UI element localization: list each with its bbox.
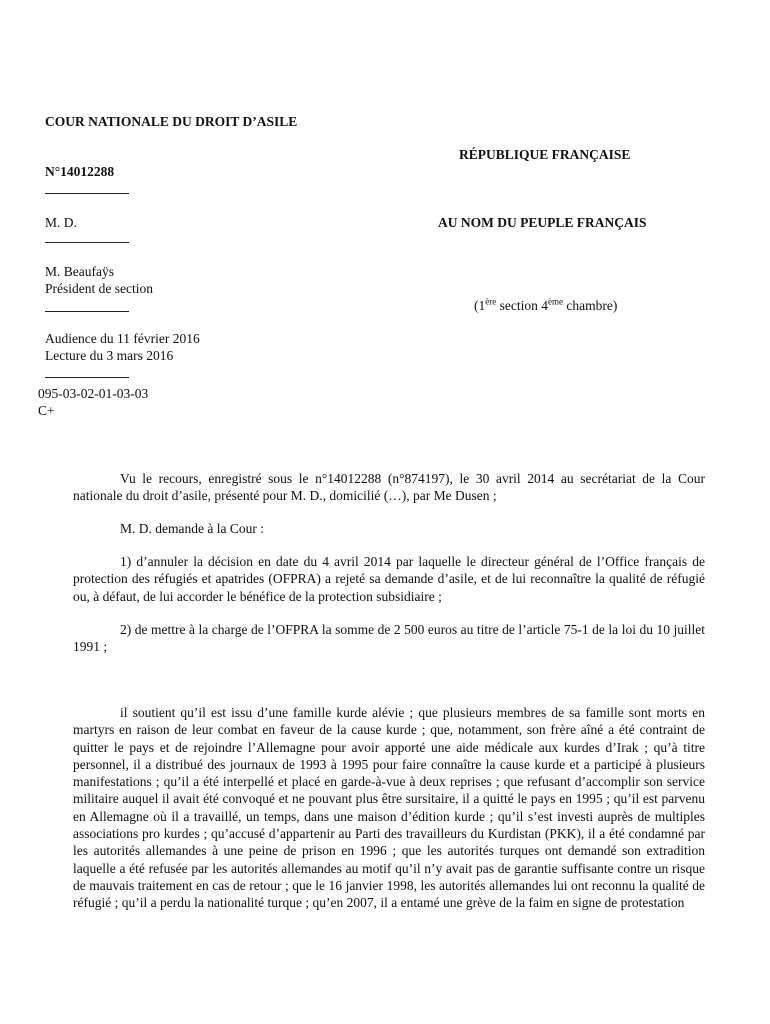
court-name: COUR NATIONALE DU DROIT D’ASILE xyxy=(45,114,298,129)
paragraph-conclusion-1: 1) d’annuler la décision en date du 4 avril 2014 par laquelle le directeur général de l’Office français de protection des réfugiés et apatrides (OFPRA) a rejeté sa demande d’asile, et de lui reconnaître la qualité de réfugié ou, à défaut, de lui accorder le bénéfice de la protection subsidiaire ; xyxy=(73,554,705,604)
paragraph-demande: M. D. demande à la Cour : xyxy=(120,521,264,536)
case-number: N°14012288 xyxy=(45,164,115,179)
judge-title: Président de section xyxy=(45,281,153,296)
hearing-date: Audience du 11 février 2016 xyxy=(45,331,200,346)
separator-line xyxy=(45,377,129,378)
chamber-label: (1ère section 4ème chambre) xyxy=(474,296,618,313)
classification-grade: C+ xyxy=(38,403,55,418)
separator-line xyxy=(45,311,129,312)
paragraph-moyens: il soutient qu’il est issu d’une famille kurde alévie ; que plusieurs membres de sa famille sont morts en martyrs en raison de leur combat en faveur de la cause kurde ; que, notamment, son frère aîné a été contraint de quitter le pays et de rejoindre l’Allemagne pour avoir apporté une aide médicale aux kurdes d’Irak ; qu’à titre personnel, il a distribué des journaux de 1993 à 1995 pour faire connaître la cause kurde et a participé à plusieurs manifestations ; qu’il a été interpellé et placé en garde-à-vue à deux reprises ; que refusant d’accomplir son service militaire auquel il avait été convoqué et ne pouvant plus être sursitaire, il a quitté le pays en 1995 ; qu’il est parvenu en Allemagne où il a travaillé, un temps, dans une maison d’édition kurde ; qu’il s’est investi auprès de multiples associations pro kurdes ; qu’accusé d’appartenir au Parti des travailleurs du Kurdistan (PKK), il a été condamné par les autorités allemandes à une peine de prison en 1996 ; que les autorités turques ont demandé son extradition laquelle a été refusée par les autorités allemandes au motif qu’il n’y avait pas de garantie suffisante contre un risque de mauvais traitement en cas de retour ; que le 16 janvier 1998, les autorités allemandes lui ont reconnu la qualité de réfugié ; qu’il a perdu la nationalité turque ; qu’en 2007, il a entamé une grève de la faim en signe de protestation xyxy=(73,705,705,911)
classification-code: 095-03-02-01-03-03 xyxy=(38,386,149,401)
judge-name: M. Beaufaÿs xyxy=(45,264,114,279)
paragraph-conclusion-2: 2) de mettre à la charge de l’OFPRA la somme de 2 500 euros au titre de l’article 75-1 de la loi du 10 juillet 1991 ; xyxy=(73,622,705,655)
republic-heading: RÉPUBLIQUE FRANÇAISE xyxy=(459,147,631,162)
separator-line xyxy=(45,242,129,243)
paragraph-recours: Vu le recours, enregistré sous le n°14012288 (n°874197), le 30 avril 2014 au secrétariat de la Cour nationale du droit d’asile, présenté pour M. D., domicilié (…), par Me Dusen ; xyxy=(73,471,705,504)
party-name: M. D. xyxy=(45,215,77,230)
separator-line xyxy=(45,193,129,194)
in-the-name-heading: AU NOM DU PEUPLE FRANÇAIS xyxy=(438,215,647,230)
reading-date: Lecture du 3 mars 2016 xyxy=(45,348,174,363)
